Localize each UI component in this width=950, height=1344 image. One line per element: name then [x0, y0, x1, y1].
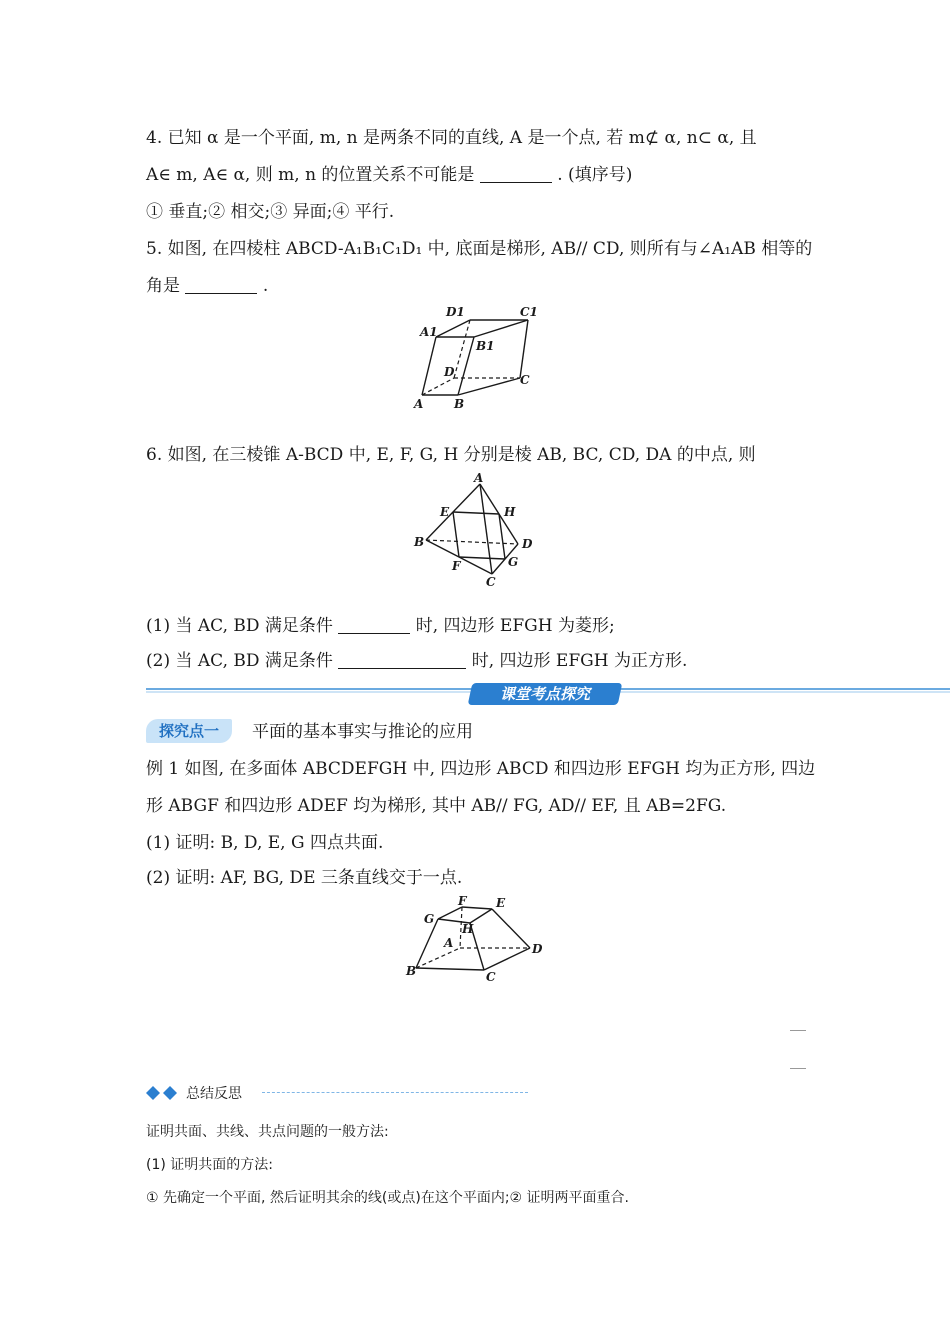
summary-diamond-icon [146, 1086, 180, 1100]
q6-sub2-text: (2) 当 AC, BD 满足条件 [146, 651, 333, 671]
q4-answer-blank [480, 164, 552, 183]
ex1-label-H: H [462, 922, 474, 936]
q6-label-H: H [504, 505, 516, 519]
q5-line2-tail: . [262, 276, 269, 296]
q5-label-B1: B1 [476, 339, 495, 353]
q4-line2-text: A∈ m, A∈ α, 则 m, n 的位置关系不可能是 [146, 165, 475, 185]
q4-options: ① 垂直;② 相交;③ 异面;④ 平行. [146, 202, 395, 222]
q6-line1: 6. 如图, 在三棱锥 A-BCD 中, E, F, G, H 分别是棱 AB, BC, CD, DA 的中点, 则 [146, 445, 756, 465]
ex1-label-D: D [532, 942, 543, 956]
q5-label-A: A [414, 397, 424, 411]
example1-part1: (1) 证明: B, D, E, G 四点共面. [146, 833, 384, 853]
ex1-label-B: B [406, 964, 417, 978]
ex1-label-C: C [486, 970, 496, 984]
q5-prism-figure [410, 300, 550, 415]
summary-title: 总结反思 [186, 1086, 242, 1102]
q6-sub2-tail: 时, 四边形 EFGH 为正方形. [471, 651, 688, 671]
q6-label-C: C [486, 575, 496, 589]
q6-sub1-tail: 时, 四边形 EFGH 为菱形; [415, 616, 615, 636]
q6-label-G: G [508, 555, 519, 569]
margin-dash [790, 1030, 806, 1031]
ex1-label-F: F [458, 894, 467, 908]
example1-part2: (2) 证明: AF, BG, DE 三条直线交于一点. [146, 868, 463, 888]
q6-label-F: F [452, 559, 461, 573]
q6-label-A: A [474, 472, 484, 485]
q6-label-E: E [440, 505, 450, 519]
q5-label-D: D [444, 365, 455, 379]
ex1-label-E: E [496, 896, 506, 910]
q5-label-A1: A1 [420, 325, 438, 339]
summary-divider [262, 1092, 528, 1093]
q6-sub2 [146, 649, 687, 673]
q5-label-C1: C1 [520, 305, 538, 319]
section-title: 课堂考点探究 [468, 683, 623, 705]
example1-line1: 例 1 如图, 在多面体 ABCDEFGH 中, 四边形 ABCD 和四边形 EFGH 均为正方形, 四边 [146, 759, 816, 779]
example1-line2: 形 ABGF 和四边形 ADEF 均为梯形, 其中 AB// FG, AD// EF, 且 AB=2FG. [146, 796, 727, 816]
ex1-label-A: A [444, 936, 454, 950]
q5-label-C: C [520, 373, 530, 387]
q4-line1: 4. 已知 α 是一个平面, m, n 是两条不同的直线, A 是一个点, 若 m⊄ α, n⊂ α, 且 [146, 128, 757, 148]
q5-line2-text: 角是 [146, 276, 180, 296]
q6-label-B: B [414, 535, 425, 549]
q5-answer-blank [185, 275, 257, 294]
q4-line2-tail: . (填序号) [557, 165, 633, 185]
summary-line3: ① 先确定一个平面, 然后证明其余的线(或点)在这个平面内;② 证明两平面重合. [146, 1190, 629, 1206]
q5-label-D1: D1 [446, 305, 465, 319]
q5-line2 [146, 274, 268, 298]
summary-line2: (1) 证明共面的方法: [146, 1157, 273, 1173]
q5-label-B: B [454, 397, 465, 411]
explore-tag: 探究点一 [146, 719, 232, 743]
explore-heading: 平面的基本事实与推论的应用 [252, 722, 473, 742]
summary-line1: 证明共面、共线、共点问题的一般方法: [146, 1124, 389, 1140]
q6-sub1-text: (1) 当 AC, BD 满足条件 [146, 616, 333, 636]
q6-sub2-blank [338, 650, 466, 669]
q6-tetrahedron-figure [410, 472, 550, 590]
q5-line1: 5. 如图, 在四棱柱 ABCD-A₁B₁C₁D₁ 中, 底面是梯形, AB// CD, 则所有与∠A₁AB 相等的 [146, 239, 813, 259]
q4-line2 [146, 163, 632, 187]
q6-label-D: D [522, 537, 533, 551]
margin-dash [790, 1068, 806, 1069]
example1-polyhedron-figure [400, 893, 560, 988]
q6-sub1-blank [338, 615, 410, 634]
q6-sub1 [146, 614, 615, 638]
ex1-label-G: G [424, 912, 435, 926]
